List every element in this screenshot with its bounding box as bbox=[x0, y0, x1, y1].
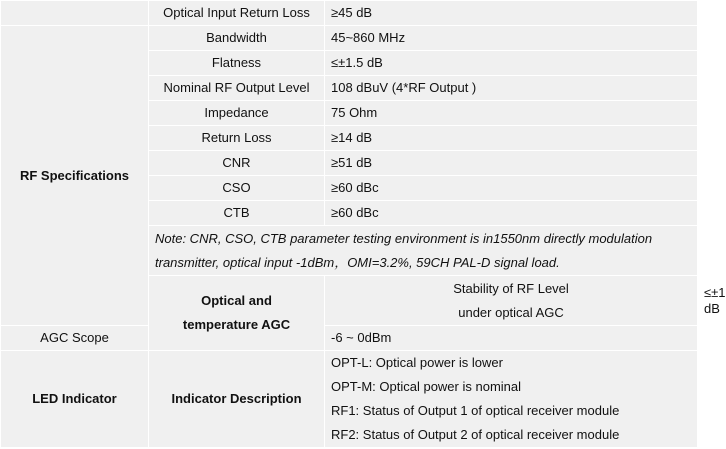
led-item-rf2: RF2: Status of Output 2 of optical receiver module bbox=[331, 427, 620, 442]
led-item-opt-l: OPT-L: Optical power is lower bbox=[331, 355, 503, 370]
param-indicator-description: Indicator Description bbox=[149, 351, 325, 448]
led-item-opt-m: OPT-M: Optical power is nominal bbox=[331, 379, 522, 394]
spec-row-led-indicator bbox=[1, 351, 698, 448]
value-cso: ≥60 dBc bbox=[325, 176, 698, 201]
param-bandwidth: Bandwidth bbox=[149, 26, 325, 51]
spec-row-agc-stability: Optical and temperature AGC Stability of RF Level under optical AGC ≤±1 dB bbox=[1, 276, 698, 326]
note-line-2: transmitter, optical input -1dBm，OMI=3.2%, 59CH PAL-D signal load. bbox=[155, 254, 560, 270]
group-cell-continued bbox=[1, 1, 149, 26]
value-led-list bbox=[325, 351, 698, 448]
param-cnr: CNR bbox=[149, 151, 325, 176]
param-return-loss: Return Loss bbox=[149, 126, 325, 151]
spec-row-optical-input-return-loss bbox=[1, 1, 698, 26]
value-impedance: 75 Ohm bbox=[325, 101, 698, 126]
value-return-loss: ≥14 dB bbox=[325, 126, 698, 151]
spec-row-bandwidth bbox=[1, 26, 698, 51]
group-led-indicator: LED Indicator bbox=[1, 351, 149, 448]
param-ctb: CTB bbox=[149, 201, 325, 226]
param-optical-input-return-loss: Optical Input Return Loss bbox=[149, 1, 325, 26]
value-agc-scope: -6 ~ 0dBm bbox=[325, 326, 698, 351]
value-nominal-output: 108 dBuV (4*RF Output ) bbox=[325, 76, 698, 101]
value-flatness: ≤±1.5 dB bbox=[325, 51, 698, 76]
spec-row-agc-scope bbox=[1, 326, 698, 351]
param-impedance: Impedance bbox=[149, 101, 325, 126]
note-text bbox=[149, 226, 698, 276]
param-agc-stability-line-2: under optical AGC bbox=[458, 304, 564, 320]
value-cnr: ≥51 dB bbox=[325, 151, 698, 176]
param-agc-stability-line-1: Stability of RF Level bbox=[453, 280, 569, 296]
param-flatness: Flatness bbox=[149, 51, 325, 76]
param-agc-scope: AGC Scope bbox=[1, 326, 149, 351]
group-optical-agc-line-2: temperature AGC bbox=[182, 317, 291, 332]
value-ctb: ≥60 dBc bbox=[325, 201, 698, 226]
led-item-rf1: RF1: Status of Output 1 of optical receiver module bbox=[331, 403, 620, 418]
param-nominal-output: Nominal RF Output Level bbox=[149, 76, 325, 101]
group-optical-agc-line-1: Optical and bbox=[201, 293, 272, 308]
note-line-1: Note: CNR, CSO, CTB parameter testing environment is in1550nm directly modulation bbox=[155, 230, 653, 246]
value-optical-input-return-loss: ≥45 dB bbox=[325, 1, 698, 26]
group-optical-agc bbox=[149, 276, 325, 351]
param-agc-stability bbox=[325, 276, 698, 326]
value-bandwidth: 45~860 MHz bbox=[325, 26, 698, 51]
group-rf-specifications: RF Specifications bbox=[1, 26, 149, 326]
param-cso: CSO bbox=[149, 176, 325, 201]
